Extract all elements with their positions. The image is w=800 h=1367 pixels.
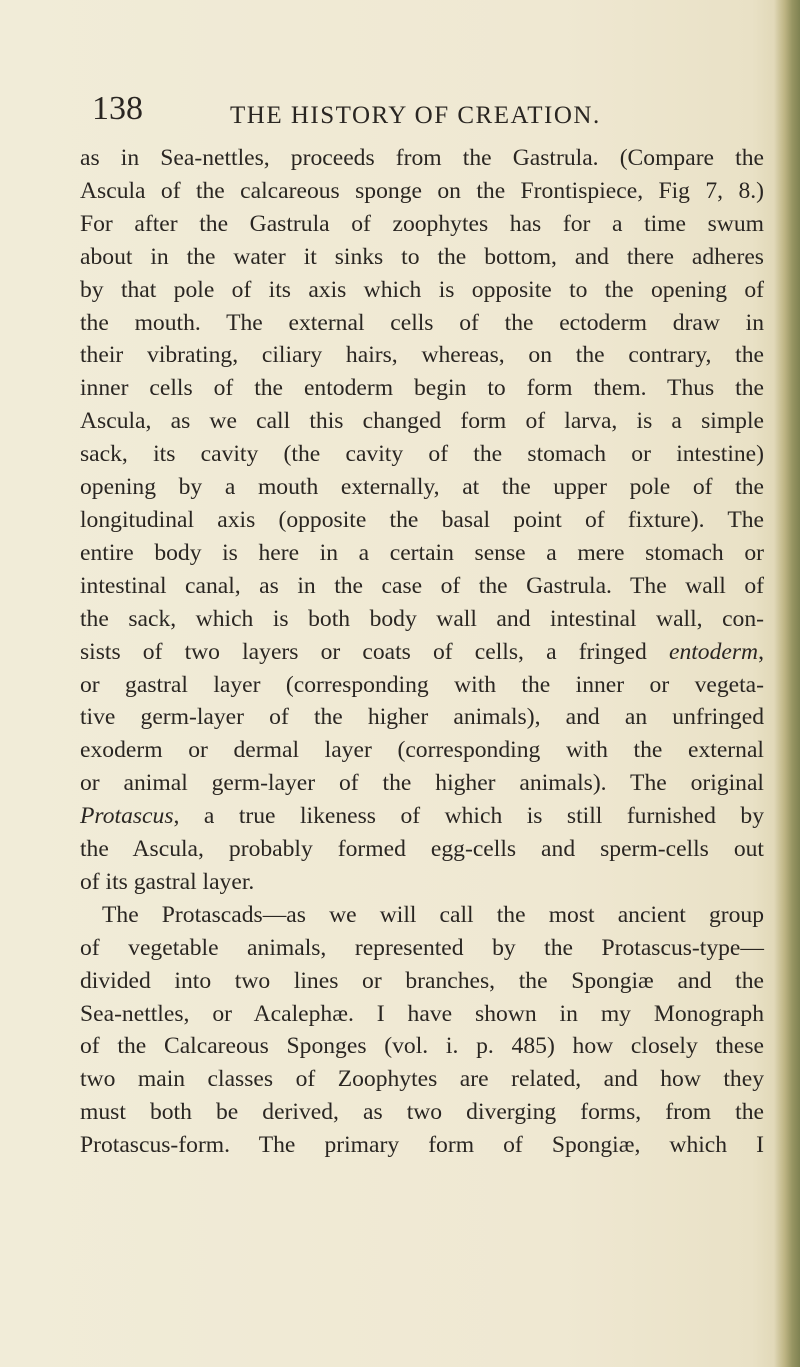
text-line: Protascus, a true likeness of which is still furnished by: [80, 803, 764, 830]
text-line: of the Calcareous Sponges (vol. i. p. 485) how closely these: [80, 1033, 764, 1060]
text-line: or animal germ-layer of the higher animals). The original: [80, 770, 764, 797]
text-line: two main classes of Zoophytes are related, and how they: [80, 1066, 764, 1093]
paragraph: [80, 899, 764, 1162]
text-line: of its gastral layer.: [80, 868, 255, 895]
text-line: or gastral layer (corresponding with the inner or vegeta-: [80, 671, 764, 698]
text-line: of vegetable animals, represented by the Protascus-type—: [80, 934, 764, 961]
text-line: as in Sea-nettles, proceeds from the Gastrula. (Compare the: [80, 145, 764, 171]
text-line: their vibrating, ciliary hairs, whereas, on the contrary, the: [80, 342, 764, 369]
text-line: The Protascads—as we will call the most ancient group: [102, 901, 764, 928]
text-line: the mouth. The external cells of the ectoderm draw in: [80, 309, 764, 336]
running-head: THE HISTORY OF CREATION.: [230, 102, 601, 129]
text-line: tive germ-layer of the higher animals), and an unfringed: [80, 704, 764, 731]
text-line: divided into two lines or branches, the Spongiæ and the: [80, 967, 764, 994]
text-line: must both be derived, as two diverging forms, from the: [80, 1099, 764, 1126]
text-line: sists of two layers or coats of cells, a fringed entoderm,: [80, 638, 764, 665]
text-line: entire body is here in a certain sense a mere stomach or: [80, 539, 764, 566]
text-line: Protascus-form. The primary form of Spongiæ, which I: [80, 1132, 764, 1159]
text-line: Ascula, as we call this changed form of larva, is a simple: [80, 408, 764, 435]
text-line: exoderm or dermal layer (corresponding with the external: [80, 737, 764, 764]
body-text: [80, 142, 764, 1162]
text-line: sack, its cavity (the cavity of the stomach or intestine): [80, 441, 764, 468]
paragraph: [80, 142, 764, 899]
page-header: [92, 90, 742, 146]
page-number: 138: [92, 90, 143, 127]
text-line: opening by a mouth externally, at the upper pole of the: [80, 474, 764, 501]
text-line: For after the Gastrula of zoophytes has for a time swum: [80, 210, 764, 237]
text-line: the Ascula, probably formed egg-cells and sperm-cells out: [80, 836, 764, 863]
text-line: longitudinal axis (opposite the basal point of fixture). The: [80, 506, 764, 533]
text-line: the sack, which is both body wall and intestinal wall, con-: [80, 605, 764, 632]
text-line: inner cells of the entoderm begin to form them. Thus the: [80, 375, 764, 402]
text-line: Sea-nettles, or Acalephæ. I have shown in my Monograph: [80, 1000, 764, 1027]
text-line: by that pole of its axis which is opposite to the opening of: [80, 276, 764, 303]
text-line: Ascula of the calcareous sponge on the Frontispiece, Fig 7, 8.): [80, 177, 764, 204]
text-line: intestinal canal, as in the case of the Gastrula. The wall of: [80, 572, 764, 599]
page-edge-shadow: [774, 0, 800, 1367]
text-line: about in the water it sinks to the bottom, and there adheres: [80, 243, 764, 270]
